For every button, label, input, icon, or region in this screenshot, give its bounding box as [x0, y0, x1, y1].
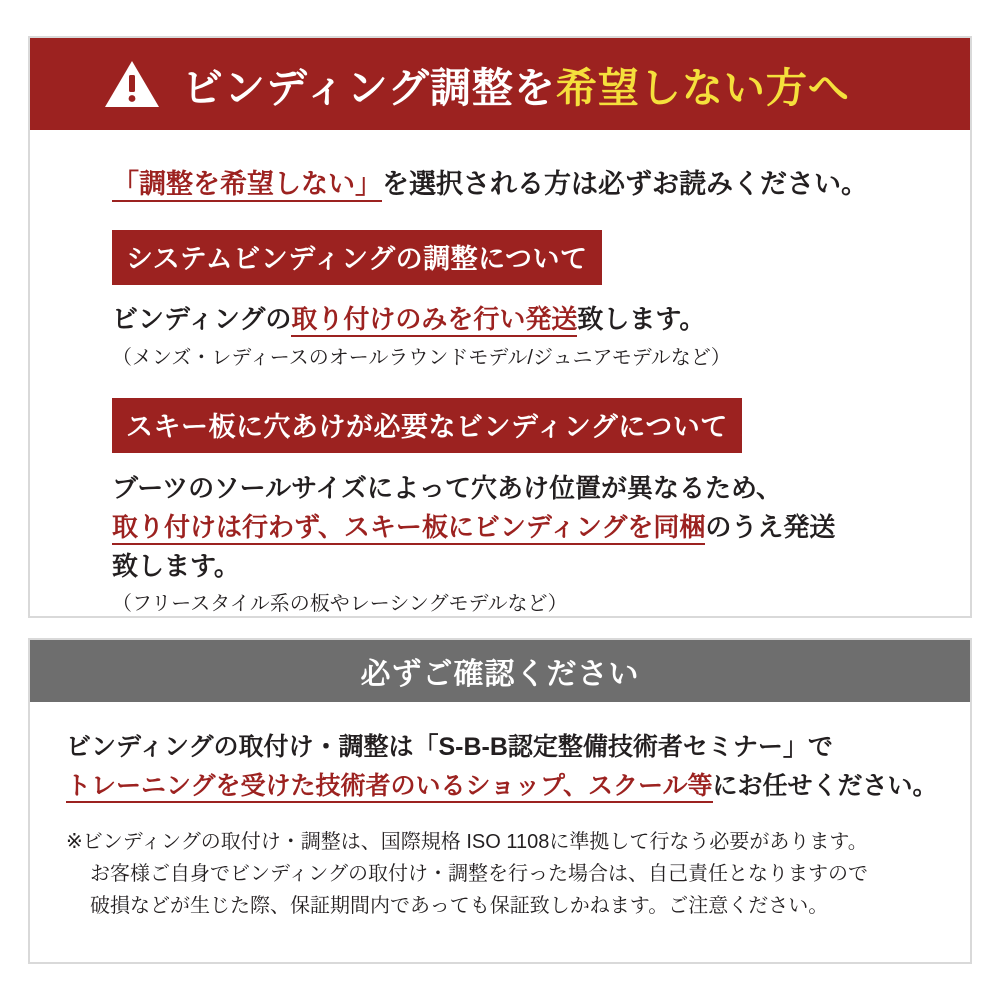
panel-two-title: 必ずご確認ください	[360, 658, 640, 691]
section-2-line-2	[112, 508, 906, 547]
section-1-body-underlined: 取り付けのみを行い発送	[291, 304, 577, 337]
section-2-note: （フリースタイル系の板やレーシングモデルなど）	[112, 593, 568, 616]
panel-one-body	[30, 130, 970, 644]
confirmation-note-2: お客様ご自身でビンディングの取付け・調整を行った場合は、自己責任となりますので	[90, 862, 868, 885]
section-1-body-prefix: ビンディングの	[112, 303, 292, 334]
lead-text	[112, 166, 906, 204]
section-2-line-3: 致します。	[112, 551, 240, 582]
warning-triangle-icon	[104, 59, 160, 109]
confirmation-line-2-suffix: にお任せください。	[712, 771, 938, 800]
confirmation-line-2-underlined: トレーニングを受けた技術者のいるショップ、スクール等	[66, 772, 713, 803]
panel-two-body	[30, 702, 970, 923]
section-2-heading: スキー板に穴あけが必要なビンディングについて	[112, 398, 742, 453]
panel-one-title	[182, 55, 850, 114]
confirmation-note-3: 破損などが生じた際、保証期間内であっても保証致しかねます。ご注意ください。	[90, 895, 829, 918]
section-system-binding	[112, 230, 906, 373]
section-drilling-binding	[112, 398, 906, 618]
confirmation-note-1: ※ビンディングの取付け・調整は、国際規格 ISO 1108に準拠して行なう必要があります。	[66, 830, 868, 853]
section-2-line-2-underlined: 取り付けは行わず、スキー板にビンディングを同梱	[112, 512, 705, 545]
panel-one-header	[30, 38, 970, 130]
panel-one-title-highlight: 希望しない方へ	[555, 64, 850, 111]
section-1-body	[112, 301, 906, 339]
section-1-body-suffix: 致します。	[577, 303, 706, 334]
confirmation-notes	[66, 826, 930, 923]
confirmation-line-1: ビンディングの取付け・調整は「S-B-B認定整備技術者セミナー」で	[66, 733, 833, 761]
lead-underlined: 「調整を希望しない」	[112, 169, 382, 202]
section-1-heading: システムビンディングの調整について	[112, 230, 602, 285]
no-adjustment-panel	[28, 36, 972, 618]
panel-one-title-plain: ビンディング調整を	[182, 64, 556, 111]
section-2-line-2-suffix: のうえ発送	[705, 512, 836, 543]
section-2-body	[112, 469, 906, 586]
lead-rest: を選択される方は必ずお読みください。	[382, 169, 868, 199]
section-2-line-1: ブーツのソールサイズによって穴あけ位置が異なるため、	[112, 473, 783, 504]
panel-two-header	[30, 640, 970, 702]
section-1-note: （メンズ・レディースのオールラウンドモデル/ジュニアモデルなど）	[112, 347, 731, 370]
confirmation-line-2	[66, 767, 938, 806]
confirmation-panel	[28, 638, 972, 964]
